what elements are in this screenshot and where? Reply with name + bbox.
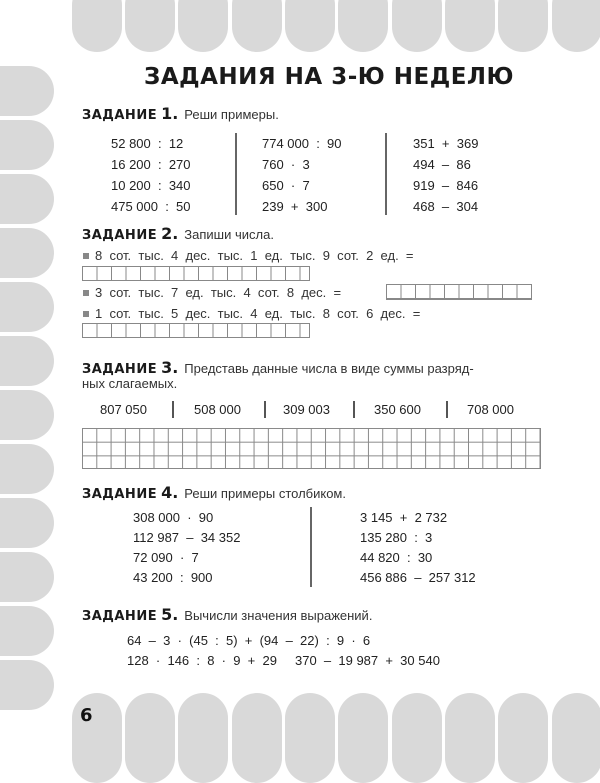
border-tab (0, 444, 54, 494)
border-tab (552, 693, 600, 783)
number-separator (353, 401, 355, 418)
task-label: ЗАДАНИЕ (82, 362, 158, 377)
example: 774 000 : 90 (262, 136, 342, 151)
expression: 128 · 146 : 8 · 9 + 29 370 – 19 987 + 30 540 (127, 653, 440, 668)
border-tab (285, 0, 335, 52)
task-4-heading (82, 483, 346, 502)
example: 52 800 : 12 (111, 136, 184, 151)
example: 919 – 846 (413, 178, 479, 193)
border-tab (498, 0, 548, 52)
example: 10 200 : 340 (111, 178, 191, 193)
border-tab (0, 552, 54, 602)
page-number: 6 (80, 705, 93, 726)
task-instruction: Вычисли значения выражений. (184, 608, 373, 623)
task-label: ЗАДАНИЕ (82, 108, 158, 123)
border-tab (125, 693, 175, 783)
example: 650 · 7 (262, 178, 310, 193)
border-tab (232, 0, 282, 52)
answer-cells[interactable] (82, 266, 310, 281)
example: 760 · 3 (262, 157, 310, 172)
example: 351 + 369 (413, 136, 479, 151)
task-number: 4. (161, 483, 179, 502)
border-tab (338, 0, 388, 52)
task-number: 1. (161, 104, 179, 123)
example: 456 886 – 257 312 (360, 570, 476, 585)
column-divider (310, 507, 312, 587)
answer-cells[interactable] (386, 284, 532, 300)
page-title: ЗАДАНИЯ НА 3-Ю НЕДЕЛЮ (144, 64, 515, 90)
task-instruction: Реши примеры столбиком. (184, 486, 346, 501)
expression: 64 – 3 · (45 : 5) + (94 – 22) : 9 · 6 (127, 633, 371, 648)
example: 72 090 · 7 (133, 550, 199, 565)
border-tab (0, 66, 54, 116)
task-label: ЗАДАНИЕ (82, 609, 158, 624)
border-tab (178, 0, 228, 52)
number-item: 508 000 (194, 402, 241, 417)
border-tab (72, 0, 122, 52)
border-tab (0, 120, 54, 170)
example: 135 280 : 3 (360, 530, 433, 545)
border-tab (338, 693, 388, 783)
answer-grid[interactable] (82, 428, 541, 469)
example: 43 200 : 900 (133, 570, 213, 585)
bullet-marker (83, 290, 89, 296)
border-tab (0, 282, 54, 332)
border-tab (285, 693, 335, 783)
number-separator (264, 401, 266, 418)
number-item: 350 600 (374, 402, 421, 417)
number-separator (446, 401, 448, 418)
task-label: ЗАДАНИЕ (82, 228, 158, 243)
bullet-marker (83, 311, 89, 317)
border-tab (445, 693, 495, 783)
number-description: 3 сот. тыс. 7 ед. тыс. 4 сот. 8 дес. = (95, 285, 342, 300)
border-tab (0, 174, 54, 224)
example: 239 + 300 (262, 199, 328, 214)
border-tab (178, 693, 228, 783)
task-instruction: Реши примеры. (184, 107, 279, 122)
number-item: 807 050 (100, 402, 147, 417)
number-description: 1 сот. тыс. 5 дес. тыс. 4 ед. тыс. 8 сот. 6 дес. = (95, 306, 421, 321)
task-instruction-continued: ных слагаемых. (82, 376, 178, 391)
border-tab (0, 336, 54, 386)
border-tab (552, 0, 600, 52)
example: 112 987 – 34 352 (133, 530, 241, 545)
task-instruction: Запиши числа. (184, 227, 274, 242)
task-3-heading (82, 358, 474, 377)
task-5-heading (82, 605, 372, 624)
task-1-heading (82, 104, 279, 123)
border-tab (232, 693, 282, 783)
example: 308 000 · 90 (133, 510, 214, 525)
column-divider (235, 133, 237, 215)
border-tab (125, 0, 175, 52)
number-separator (172, 401, 174, 418)
number-item: 708 000 (467, 402, 514, 417)
answer-cells[interactable] (82, 323, 310, 338)
border-tab (0, 660, 54, 710)
number-description: 8 сот. тыс. 4 дес. тыс. 1 ед. тыс. 9 сот. 2 ед. = (95, 248, 414, 263)
task-number: 5. (161, 605, 179, 624)
task-number: 2. (161, 224, 179, 243)
border-tab (0, 390, 54, 440)
example: 494 – 86 (413, 157, 471, 172)
column-divider (385, 133, 387, 215)
border-tab (445, 0, 495, 52)
bullet-marker (83, 253, 89, 259)
example: 3 145 + 2 732 (360, 510, 448, 525)
example: 16 200 : 270 (111, 157, 191, 172)
example: 44 820 : 30 (360, 550, 433, 565)
task-number: 3. (161, 358, 179, 377)
border-tab (0, 606, 54, 656)
border-tab (392, 693, 442, 783)
border-tab (0, 498, 54, 548)
border-tab (0, 228, 54, 278)
number-item: 309 003 (283, 402, 330, 417)
border-tab (498, 693, 548, 783)
task-2-heading (82, 224, 274, 243)
border-tab (392, 0, 442, 52)
task-instruction: Представь данные числа в виде суммы разряд- (184, 361, 474, 376)
task-label: ЗАДАНИЕ (82, 487, 158, 502)
example: 475 000 : 50 (111, 199, 191, 214)
example: 468 – 304 (413, 199, 479, 214)
